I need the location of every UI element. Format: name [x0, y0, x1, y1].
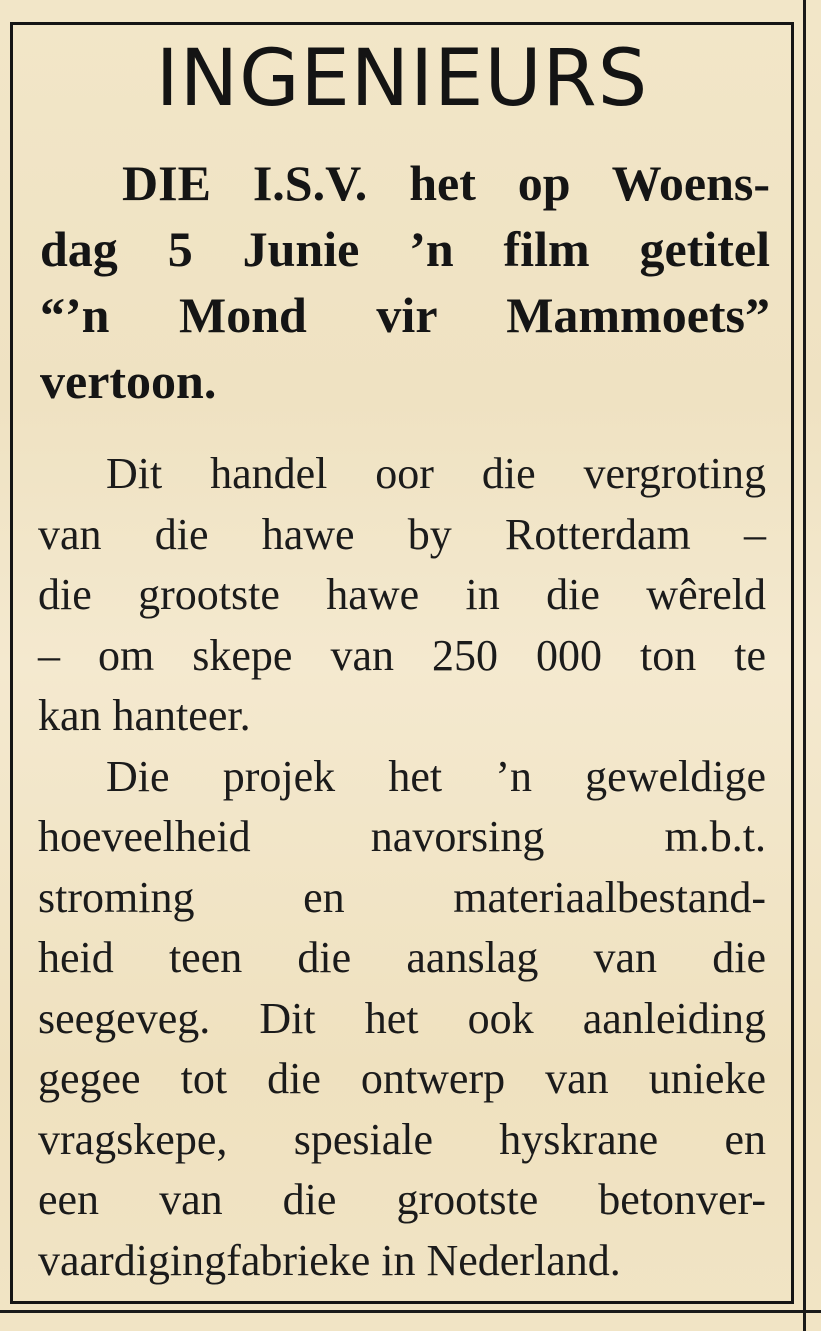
- lead-line: DIE I.S.V. het op Woens-: [122, 155, 770, 211]
- body-line: – om skepe van 250 000 ton te: [38, 630, 766, 680]
- body-line: gegee tot die ontwerp van unieke: [38, 1054, 766, 1103]
- body-line: van die hawe by Rotterdam –: [38, 509, 766, 559]
- article-body: [38, 444, 766, 1291]
- column-rule: [803, 0, 806, 1331]
- body-line: die grootste hawe in die wêreld: [38, 570, 766, 619]
- body-line: Die projek het ’n geweldige: [106, 751, 766, 801]
- body-line: hoeveelheid navorsing m.b.t.: [38, 812, 766, 861]
- lead-line: dag 5 Junie ’n film getitel: [40, 221, 770, 277]
- lead-line: “’n Mond vir Mammoets”: [40, 287, 770, 343]
- body-line: kan hanteer.: [38, 691, 251, 740]
- headline: INGENIEURS: [155, 34, 649, 124]
- body-line: vaardigingfabrieke in Nederland.: [38, 1235, 621, 1285]
- bottom-rule: [0, 1310, 821, 1313]
- body-line: Dit handel oor die vergroting: [106, 449, 766, 498]
- body-line: seegeveg. Dit het ook aanleiding: [38, 993, 766, 1043]
- lead-line: vertoon.: [40, 353, 217, 409]
- body-line: een van die grootste betonver-: [38, 1175, 766, 1224]
- body-line: heid teen die aanslag van die: [38, 933, 766, 982]
- lead-paragraph: [40, 150, 770, 414]
- body-line: vragskepe, spesiale hyskrane en: [38, 1114, 766, 1164]
- body-line: stroming en materiaalbestand-: [38, 872, 766, 922]
